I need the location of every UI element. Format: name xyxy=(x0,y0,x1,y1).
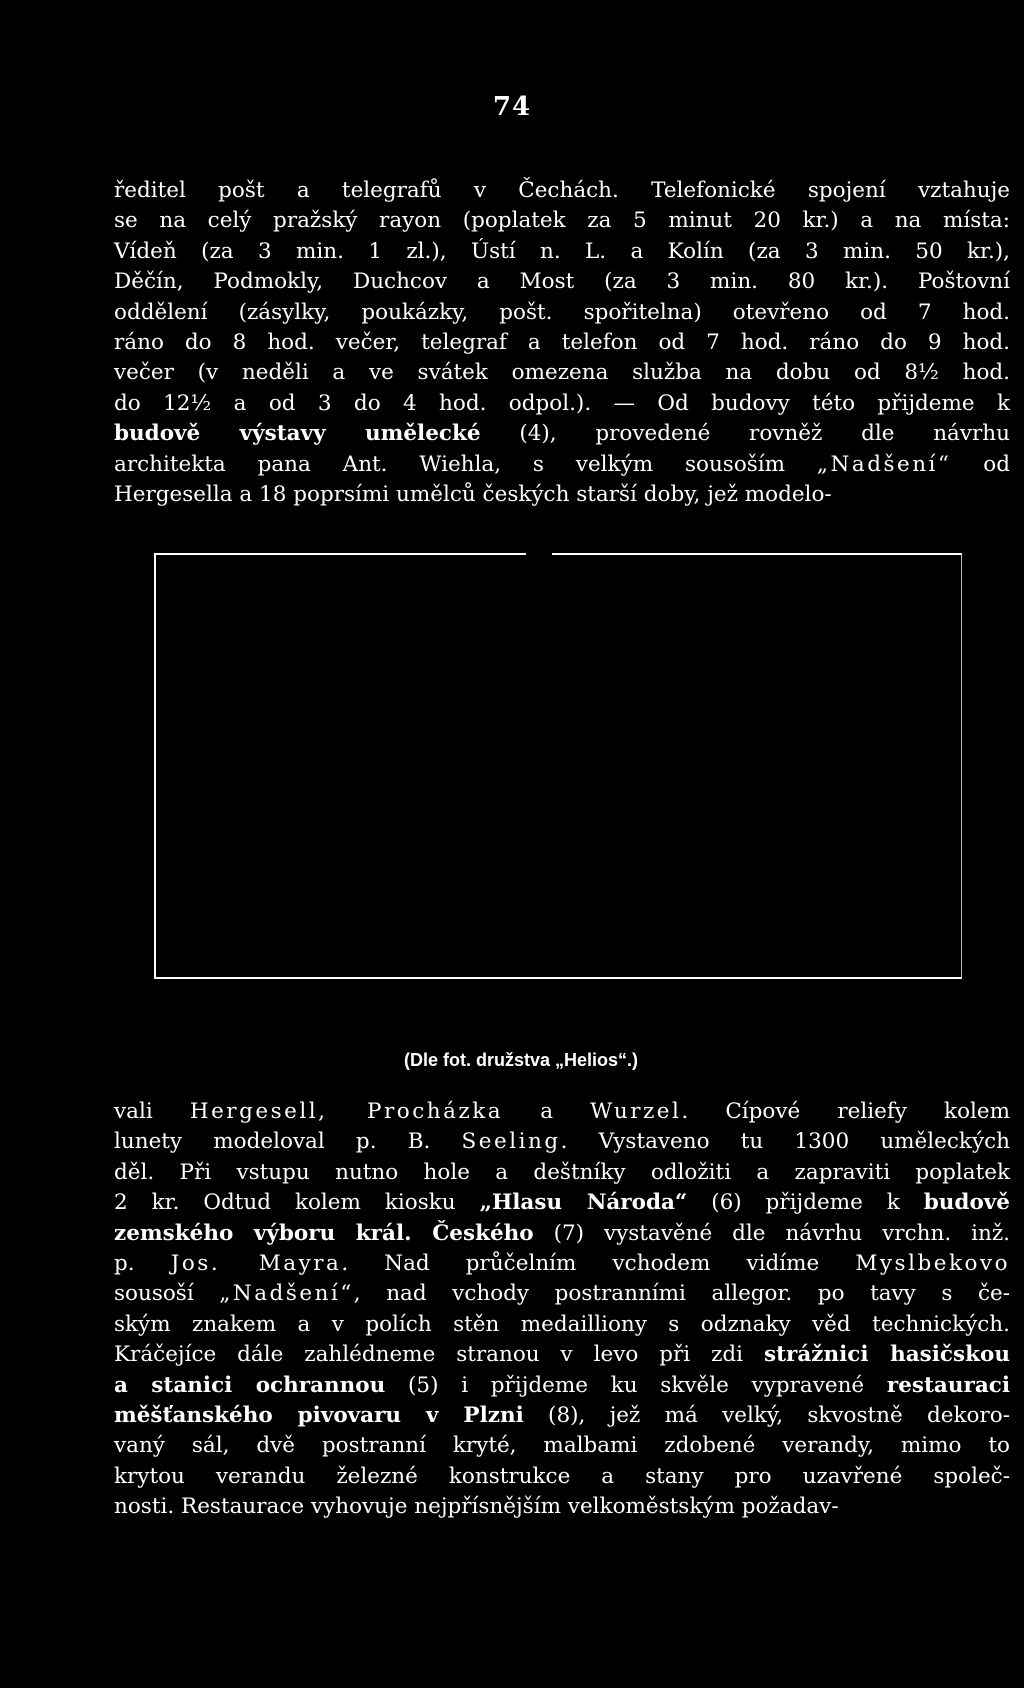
text-segment: . Cípové reliefy kolem xyxy=(681,1099,1010,1124)
text-line: ráno do 8 hod. večer, telegraf a telefon od 7 hod. ráno do 9 hod. xyxy=(114,330,1010,356)
text-line: Hergesella a 18 poprsími umělců českých starší doby, jež modelo- xyxy=(114,482,832,508)
text-segment: lunety modeloval p. B. xyxy=(114,1129,462,1155)
emphasis-text: budově xyxy=(923,1190,1010,1216)
text-line xyxy=(114,450,1010,480)
text-segment: (5) i přijdeme ku skvěle vypravené xyxy=(385,1372,887,1398)
text-line xyxy=(114,1279,1010,1309)
text-line xyxy=(114,1371,1010,1401)
text-segment: a xyxy=(503,1099,591,1124)
illustration-caption: (Dle fot. družstva „Helios“.) xyxy=(404,1050,639,1070)
text-segment: , nad vchody postranními allegor. po tavy s če- xyxy=(353,1281,1011,1307)
text-line xyxy=(114,1188,1010,1218)
spaced-text: Seeling xyxy=(461,1129,561,1155)
spaced-text: Myslbekovo xyxy=(855,1251,1011,1277)
text-line: krytou verandu železné konstrukce a stany pro uzavřené společ- xyxy=(114,1463,1010,1489)
emphasis-text: strážnici hasičskou xyxy=(763,1342,1011,1368)
spaced-text: Wurzel xyxy=(590,1099,682,1124)
text-line xyxy=(114,1127,1010,1157)
text-line: večer (v neděli a ve svátek omezena služba na dobu od 8½ hod. xyxy=(114,360,1010,386)
text-line: ředitel pošt a telegrafů v Čechách. Telefonické spojení vztahuje xyxy=(114,178,1010,203)
emphasis-text: restauraci xyxy=(886,1372,1011,1398)
text-line xyxy=(114,1219,1010,1249)
text-segment: 2 kr. Odtud kolem kiosku xyxy=(114,1190,480,1216)
text-segment: architekta pana Ant. Wiehla, s velkým sousoším xyxy=(114,451,817,477)
text-line: ským znakem a v polích stěn medailliony s odznaky věd technických. xyxy=(114,1311,1010,1337)
text-segment: Kráčejíce dále zahlédneme stranou v levo při zdi xyxy=(114,1342,764,1368)
text-segment: vali xyxy=(114,1099,190,1124)
emphasis-text: „Hlasu Národa“ xyxy=(479,1190,688,1216)
emphasis-text: měšťanského pivovaru v Plzni xyxy=(114,1403,524,1429)
spaced-text: Hergesell, Procházka xyxy=(189,1099,504,1124)
spaced-text: „Nadšení“ xyxy=(219,1281,354,1307)
emphasis-text: a stanici ochrannou xyxy=(114,1372,386,1398)
text-line: děl. Při vstupu nutno hole a deštníky odložiti a zapraviti poplatek xyxy=(114,1159,1010,1185)
text-segment: . Vystaveno tu 1300 uměleckých xyxy=(560,1129,1010,1155)
text-segment: (8), jež má velký, skvostně dekoro- xyxy=(523,1403,1010,1429)
emphasis-text: zemského výboru král. Českého xyxy=(114,1220,534,1246)
text-segment: . Nad průčelním vchodem vidíme xyxy=(341,1251,856,1277)
text-line: oddělení (zásylky, poukázky, pošt. spořitelna) otevřeno od 7 hod. xyxy=(114,299,1010,325)
text-segment: (4), provedené rovněž dle návrhu xyxy=(480,421,1010,447)
text-segment: (6) přijdeme k xyxy=(687,1190,924,1216)
frame-gap xyxy=(526,552,552,556)
text-segment: (7) vystavěné dle návrhu vrchn. inž. xyxy=(533,1220,1010,1246)
illustration-frame xyxy=(154,553,962,979)
text-line: se na celý pražský rayon (poplatek za 5 minut 20 kr.) a na místa: xyxy=(114,208,1010,234)
text-line: Děčín, Podmokly, Duchcov a Most (za 3 min. 80 kr.). Poštovní xyxy=(114,269,1010,295)
text-line xyxy=(114,1249,1010,1279)
bottom-paragraph xyxy=(114,1097,1010,1523)
text-line: do 12½ a od 3 do 4 hod. odpol.). — Od budovy této přijdeme k xyxy=(114,390,1010,416)
text-line xyxy=(114,1340,1010,1370)
text-segment: od xyxy=(951,451,1010,477)
text-line: vaný sál, dvě postranní kryté, malbami zdobené verandy, mimo to xyxy=(114,1433,1010,1459)
text-line: nosti. Restaurace vyhovuje nejpřísnějším velkoměstským požadav- xyxy=(114,1494,839,1520)
emphasis-text: budově výstavy umělecké xyxy=(114,421,481,447)
spaced-text: „Nadšení“ xyxy=(816,451,952,477)
spaced-text: Jos. Mayra xyxy=(170,1251,342,1277)
page-number: 74 xyxy=(492,92,532,122)
text-line: Vídeň (za 3 min. 1 zl.), Ústí n. L. a Kolín (za 3 min. 50 kr.), xyxy=(114,238,1010,264)
text-line xyxy=(114,1097,1010,1127)
text-line xyxy=(114,419,1010,449)
text-segment: sousoší xyxy=(114,1281,220,1307)
text-segment: p. xyxy=(114,1251,171,1277)
top-paragraph xyxy=(114,176,1010,510)
text-line xyxy=(114,1401,1010,1431)
